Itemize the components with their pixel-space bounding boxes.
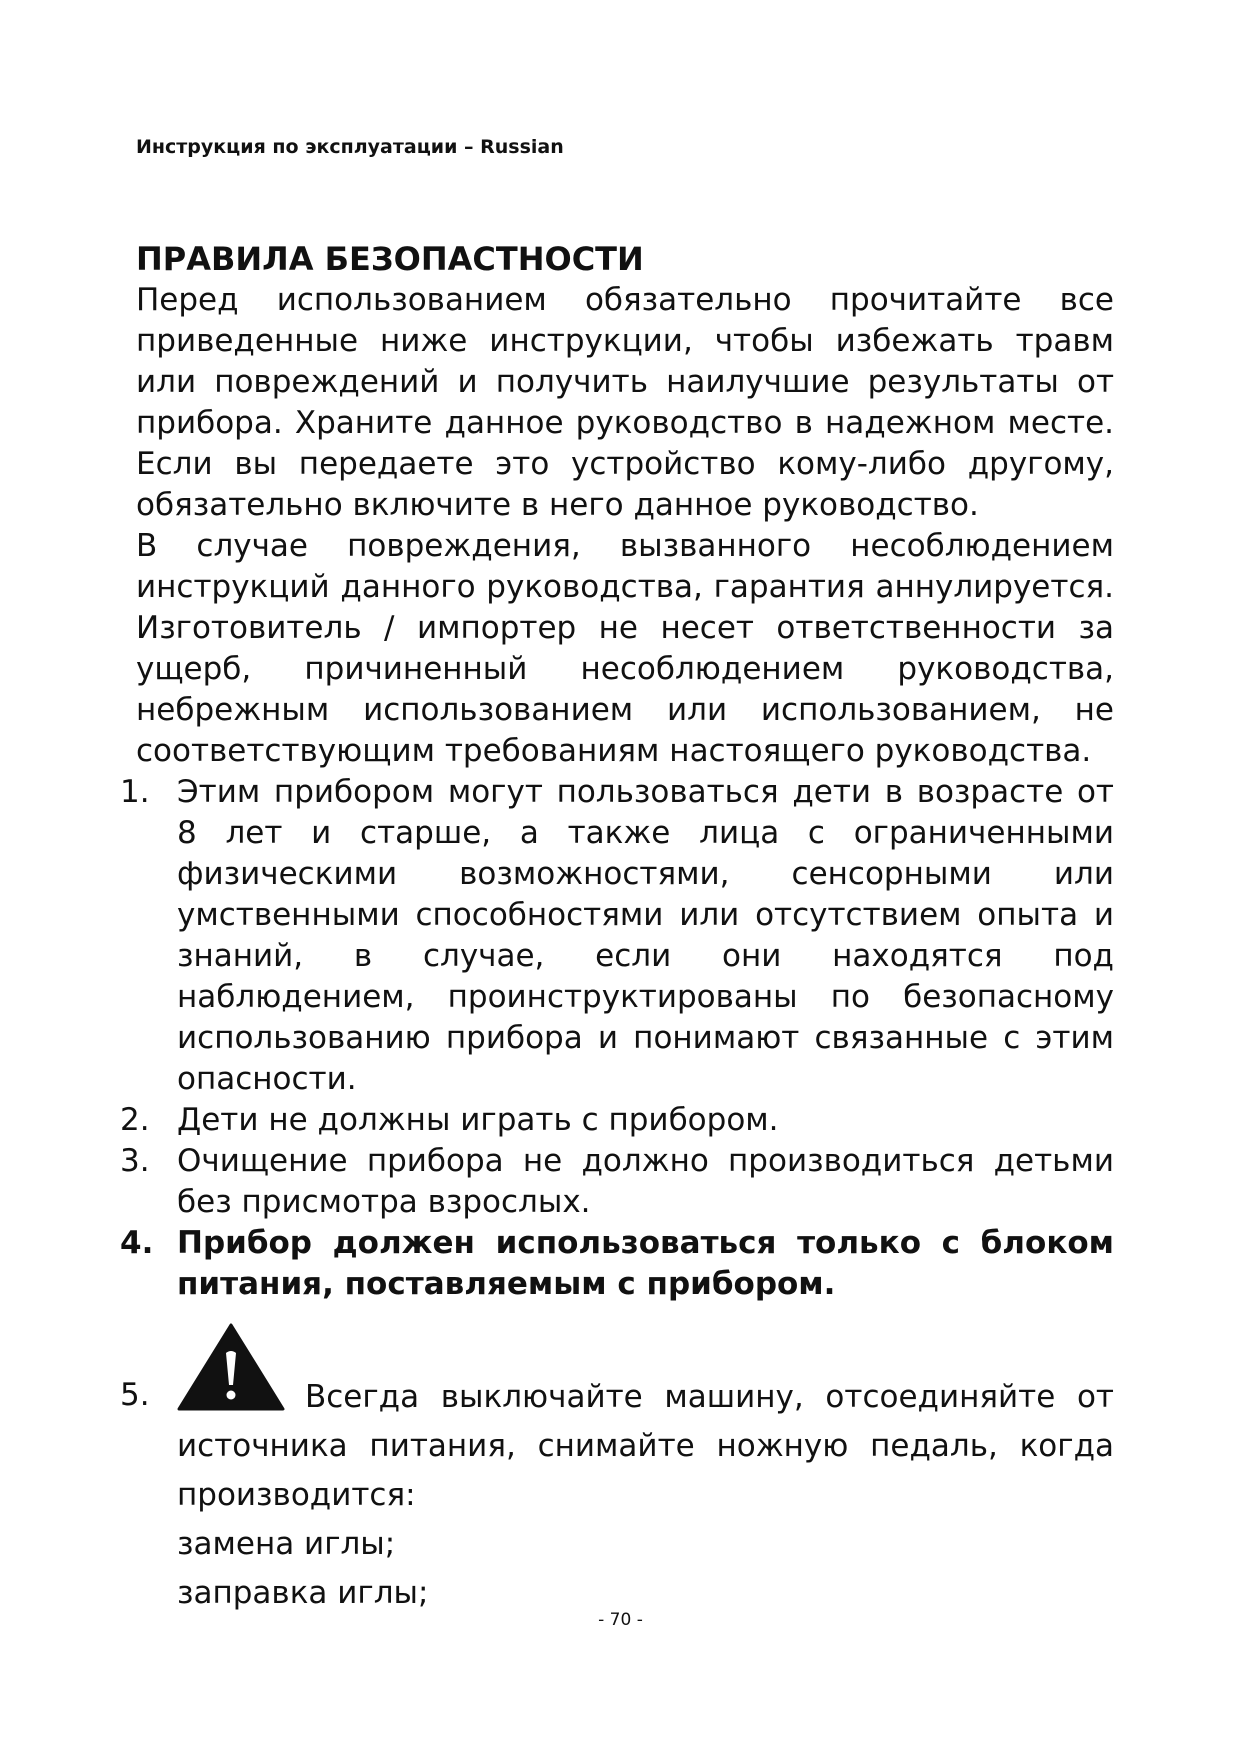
subitem: заправка иглы; [177, 1575, 429, 1611]
warranty-paragraph: В случае повреждения, вызванного несоблюдением инструкций данного руководства, гарантия аннулируется. Изготовитель / импортер не несет ответственности за ущерб, причиненный несоблюдением руководства, небрежным использованием или использованием, не соответствующим требованиям настоящего руководства. [136, 528, 1114, 769]
list-text: Всегда выключайте машину, отсоединяйте от источника питания, снимайте ножную педаль, когда производится: [177, 1379, 1114, 1513]
list-number: 4. [120, 1225, 154, 1261]
list-text: Дети не должны играть с прибором. [177, 1102, 779, 1138]
list-item-5 [120, 1323, 1114, 1618]
list-number: 2. [120, 1102, 150, 1138]
section-title: ПРАВИЛА БЕЗОПАСТНОСТИ [136, 240, 644, 278]
list-item-2 [120, 1100, 1114, 1141]
list-number: 5. [120, 1377, 150, 1413]
safety-list [120, 772, 1114, 1618]
safety-section [120, 238, 1114, 1618]
list-number: 3. [120, 1143, 150, 1179]
list-text: Этим прибором могут пользоваться дети в возрасте от 8 лет и старше, а также лица с ограниченными физическими возможностями, сенсорными или умственными способностями или отсутствием опыта и знаний, в случае, если они находятся под наблюдением, проинструктированы по безопасному использованию прибора и понимают связанные с этим опасности. [177, 774, 1114, 1097]
list-item-4 [120, 1223, 1114, 1305]
list-number: 1. [120, 774, 150, 810]
subitem: замена иглы; [177, 1526, 396, 1562]
list-text: Очищение прибора не должно производиться детьми без присмотра взрослых. [177, 1143, 1114, 1220]
list-item-1 [120, 772, 1114, 1100]
warning-triangle-icon [177, 1323, 285, 1411]
page-number: - 70 - [598, 1610, 643, 1630]
list-text: Прибор должен использоваться только с блоком питания, поставляемым с прибором. [177, 1225, 1114, 1302]
intro-paragraph: Перед использованием обязательно прочитайте все приведенные ниже инструкции, чтобы избежать травм или повреждений и получить наилучшие результаты от прибора. Храните данное руководство в надежном месте. Если вы передаете это устройство кому-либо другому, обязательно включите в него данное руководство. [136, 282, 1114, 523]
document-header: Инструкция по эксплуатации – Russian [136, 136, 564, 158]
list-item-3 [120, 1141, 1114, 1223]
